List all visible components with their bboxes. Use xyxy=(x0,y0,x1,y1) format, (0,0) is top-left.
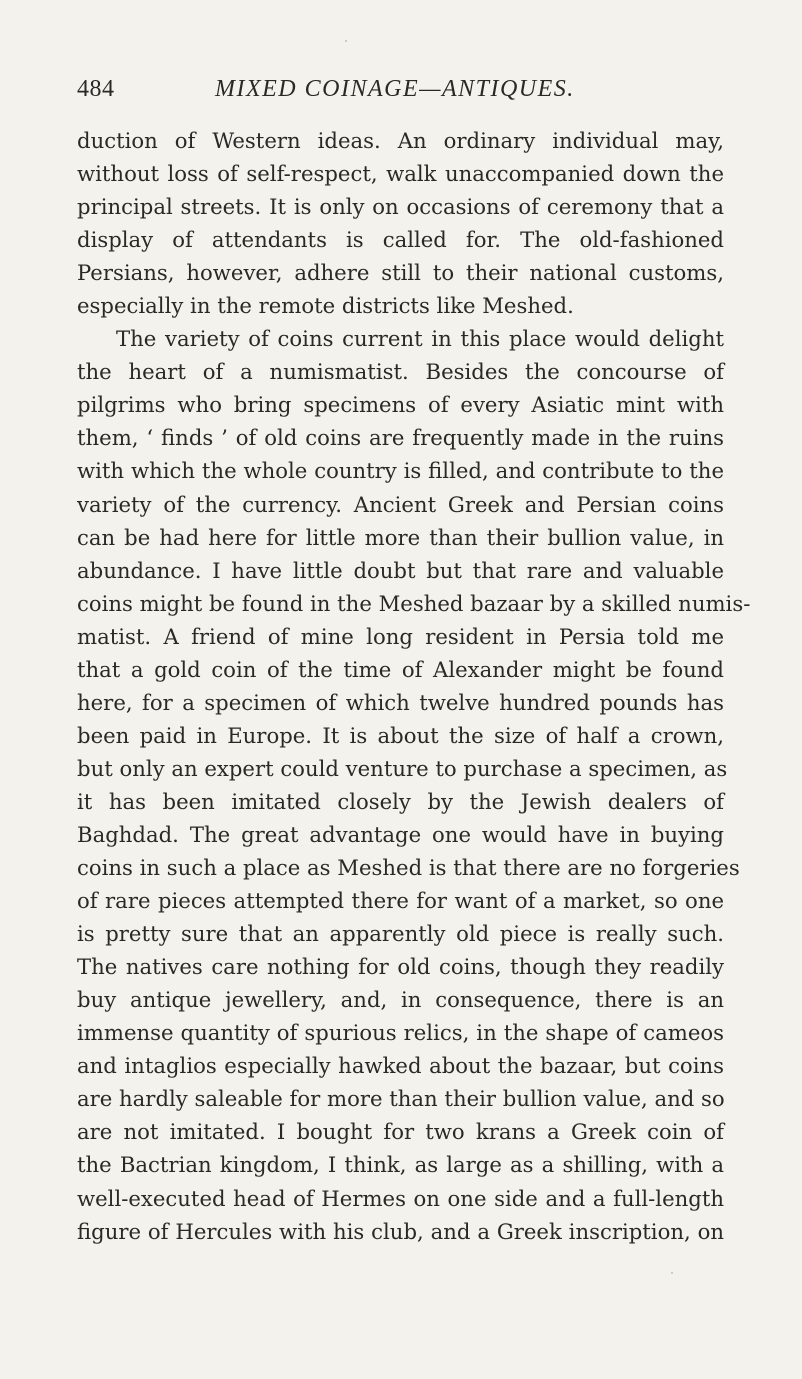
text-line: coins might be found in the Meshed bazaar by a skilled numis- xyxy=(77,590,751,616)
text-line: well-executed head of Hermes on one side and a full-length xyxy=(77,1185,724,1211)
text-line: The variety of coins current in this place would delight xyxy=(116,326,724,352)
text-line: them, ‘ finds ’ of old coins are frequently made in the ruins xyxy=(77,425,724,451)
text-line: and intaglios especially hawked about the bazaar, but coins xyxy=(77,1053,724,1079)
text-line: Persians, however, adhere still to their national customs, xyxy=(77,260,724,286)
text-line: display of attendants is called for. The old-fashioned xyxy=(77,227,724,253)
text-line: duction of Western ideas. An ordinary individual may, xyxy=(77,128,724,153)
text-line: abundance. I have little doubt but that rare and valuable xyxy=(77,557,724,583)
text-line: are not imitated. I bought for two krans a Greek coin of xyxy=(77,1119,724,1145)
text-line: principal streets. It is only on occasions of ceremony that a xyxy=(77,194,724,220)
text-line: can be had here for little more than their bullion value, in xyxy=(77,524,724,550)
text-line: that a gold coin of the time of Alexander might be found xyxy=(77,656,724,682)
text-line: been paid in Europe. It is about the size of half a crown, xyxy=(77,722,724,748)
page-header xyxy=(77,76,727,108)
paper-speck xyxy=(345,40,347,42)
text-line: The natives care nothing for old coins, though they readily xyxy=(77,954,724,980)
body-text xyxy=(77,124,751,1248)
text-line: coins in such a place as Meshed is that there are no forgeries xyxy=(77,855,740,881)
text-line: variety of the currency. Ancient Greek and Persian coins xyxy=(77,491,724,517)
text-line: it has been imitated closely by the Jewish dealers of xyxy=(77,788,724,814)
text-line: of rare pieces attempted there for want of a market, so one xyxy=(77,888,724,914)
text-line: immense quantity of spurious relics, in the shape of cameos xyxy=(77,1020,724,1046)
paper-speck xyxy=(671,1272,673,1274)
text-line: figure of Hercules with his club, and a Greek inscription, on xyxy=(77,1218,724,1244)
text-line: the Bactrian kingdom, I think, as large as a shilling, with a xyxy=(77,1152,724,1178)
page-number: 484 xyxy=(77,76,115,102)
text-line: with which the whole country is filled, and contribute to the xyxy=(77,458,724,484)
text-line: without loss of self-respect, walk unaccompanied down the xyxy=(77,161,724,187)
text-line: are hardly saleable for more than their bullion value, and so xyxy=(77,1086,725,1112)
text-line: here, for a specimen of which twelve hundred pounds has xyxy=(77,689,724,715)
text-line: but only an expert could venture to purchase a specimen, as xyxy=(77,755,728,781)
text-line: especially in the remote districts like Meshed. xyxy=(77,293,574,319)
running-title: MIXED COINAGE—ANTIQUES. xyxy=(215,76,575,102)
text-line: Baghdad. The great advantage one would have in buying xyxy=(77,821,724,847)
text-line: is pretty sure that an apparently old piece is really such. xyxy=(77,921,724,947)
text-line: buy antique jewellery, and, in consequence, there is an xyxy=(77,987,724,1013)
text-line: matist. A friend of mine long resident in Persia told me xyxy=(77,623,724,649)
text-line: the heart of a numismatist. Besides the concourse of xyxy=(77,359,724,385)
text-line: pilgrims who bring specimens of every Asiatic mint with xyxy=(77,392,724,418)
